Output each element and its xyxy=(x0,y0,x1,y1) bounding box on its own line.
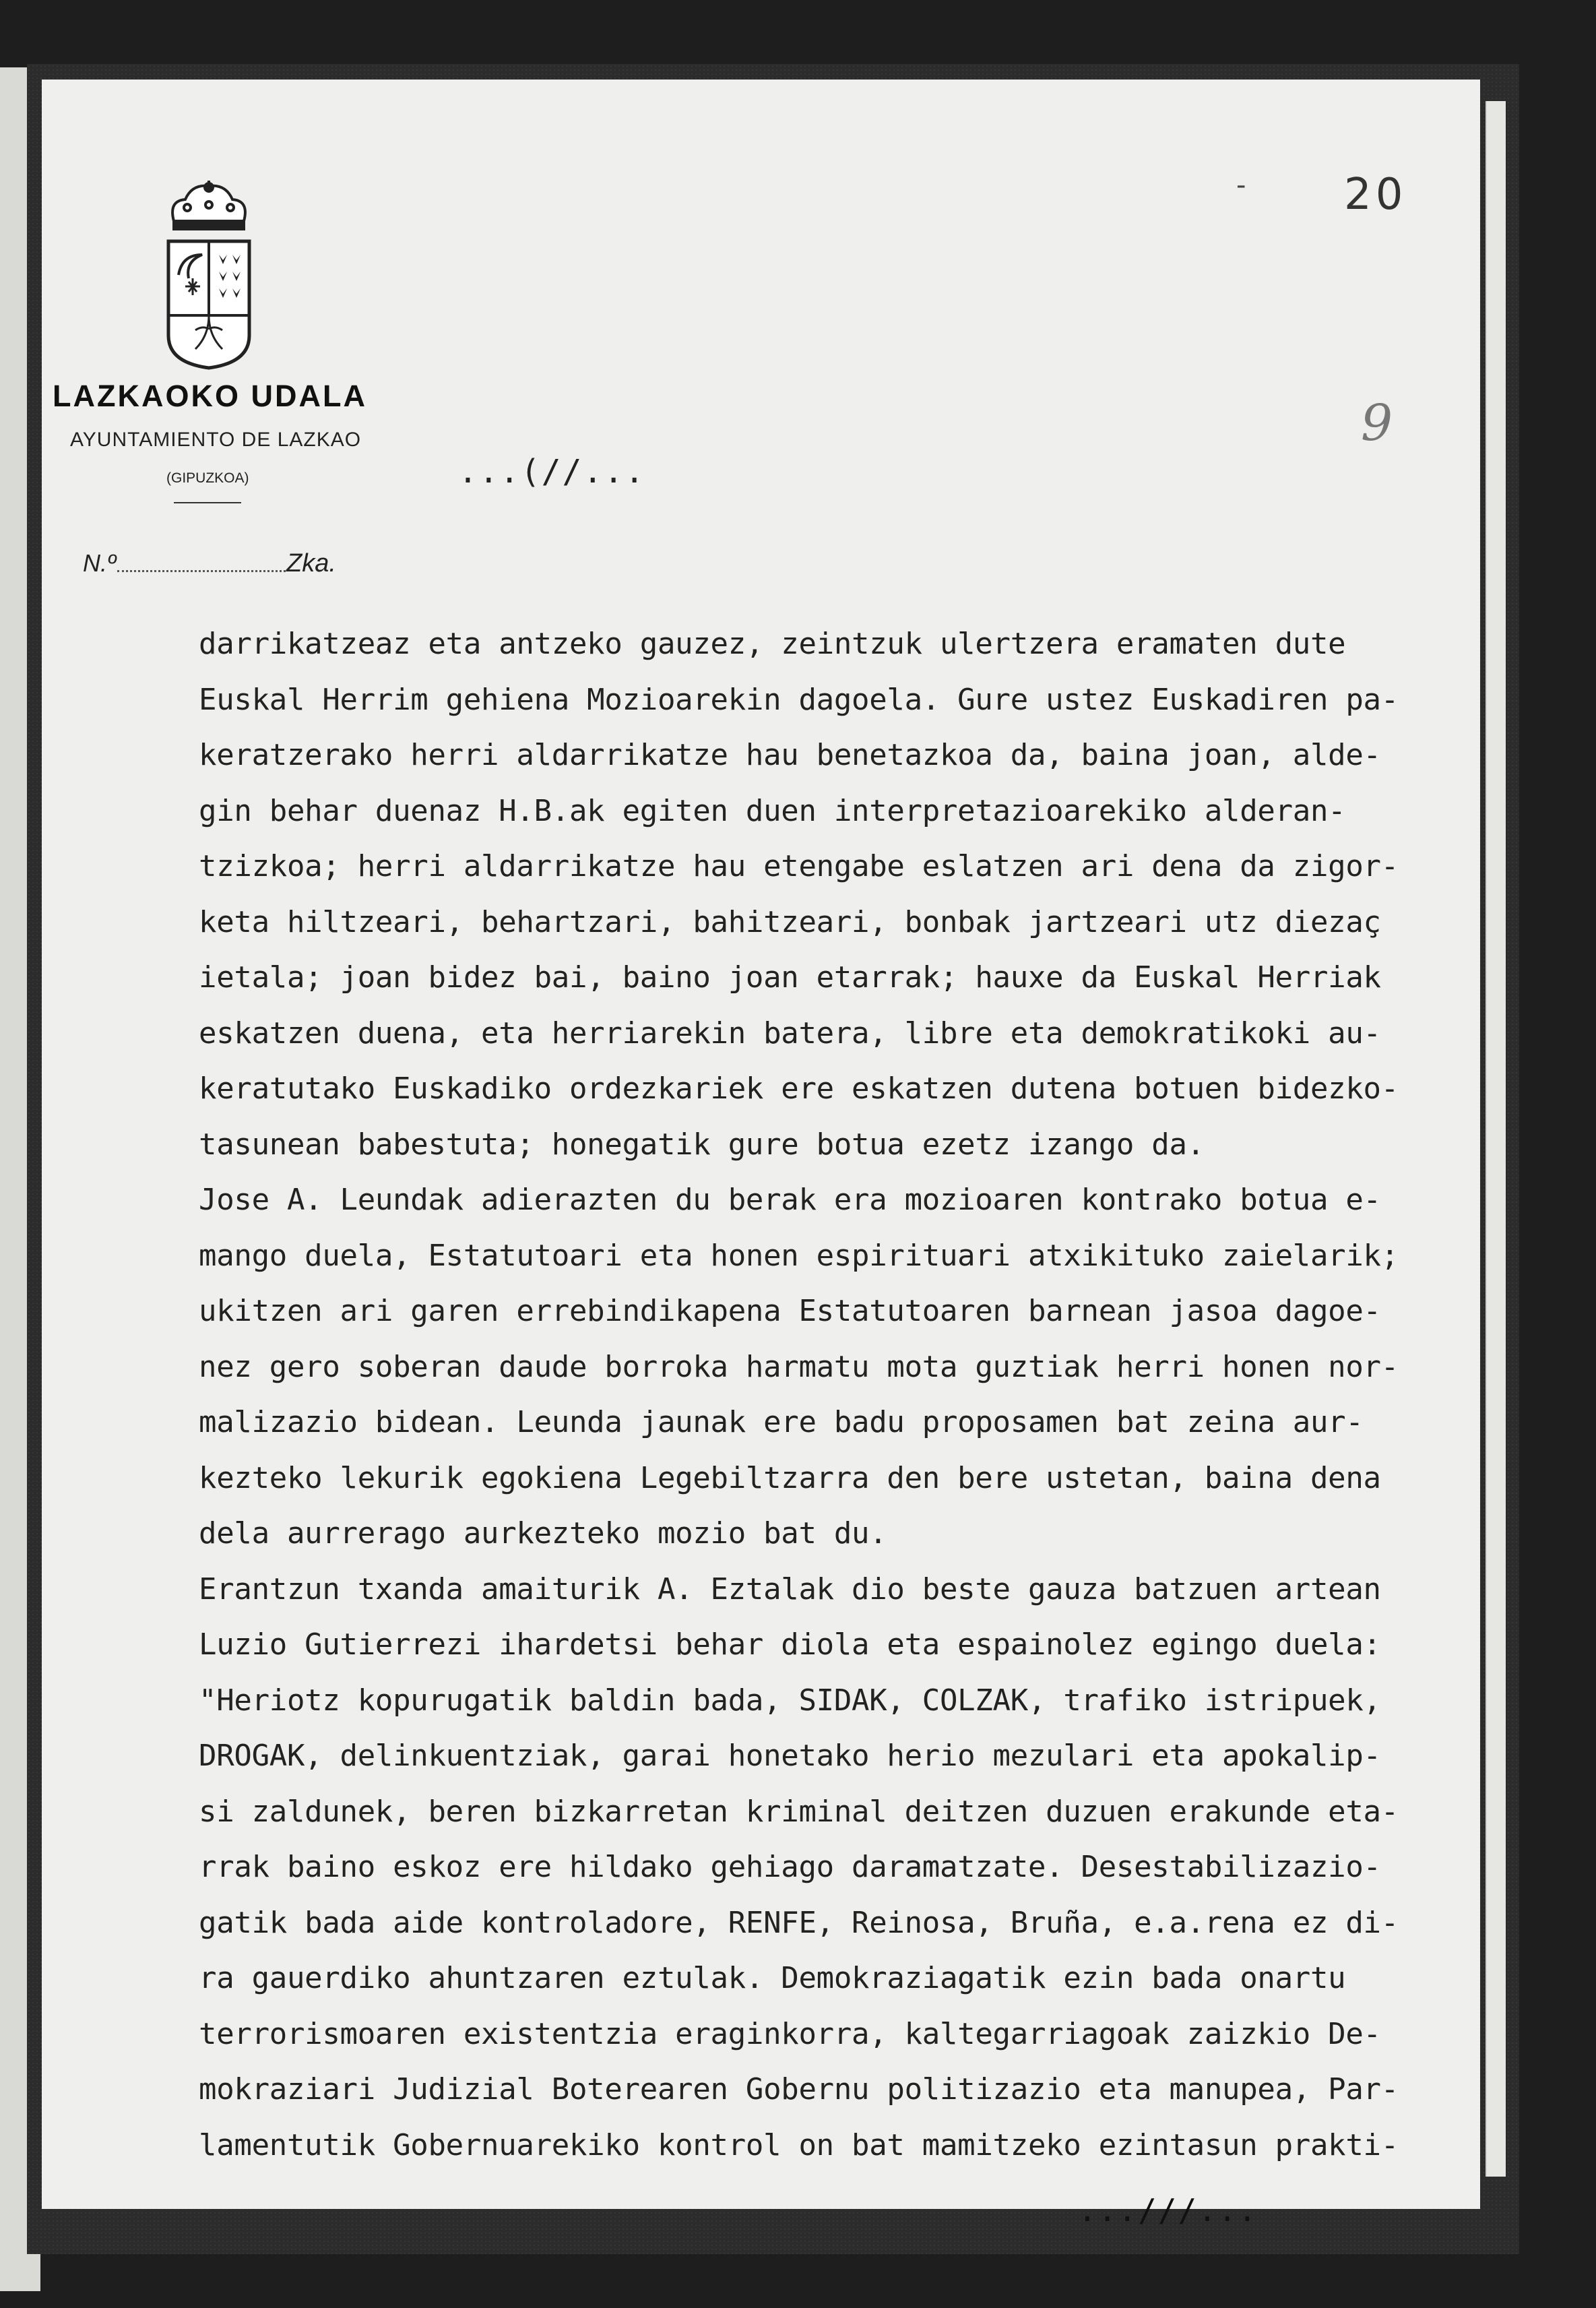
text-line: Jose A. Leundak adierazten du berak era mozioaren kontrako botua e- xyxy=(199,1183,1381,1217)
text-line: ra gauerdiko ahuntzaren eztulak. Demokraziagatik ezin bada onartu xyxy=(199,1961,1346,1995)
text-line: rrak baino eskoz ere hildako gehiago daramatzate. Desestabilizazio- xyxy=(199,1850,1381,1884)
text-line: Luzio Gutierrezi ihardetsi behar diola eta espainolez egingo duela: xyxy=(199,1627,1381,1662)
text-line: keta hiltzeari, behartzari, bahitzeari, bonbak jartzeari utz diezaç xyxy=(199,904,1381,939)
org-region: (GIPUZKOA) xyxy=(166,470,249,486)
text-line: mokraziari Judizial Boterearen Gobernu politizazio eta manupea, Par- xyxy=(199,2072,1399,2107)
continuation-mark-bottom: ...///... xyxy=(1078,2192,1258,2228)
text-line: gatik bada aide kontroladore, RENFE, Reinosa, Bruña, e.a.rena ez di- xyxy=(199,1905,1399,1940)
page-stack-edge xyxy=(1486,101,1506,2177)
org-divider xyxy=(174,502,241,503)
text-line: ietala; joan bidez bai, baino joan etarrak; hauxe da Euskal Herriak xyxy=(199,960,1381,995)
text-line: ukitzen ari garen errebindikapena Estatutoaren barnean jasoa dagoe- xyxy=(199,1294,1381,1328)
text-line: lamentutik Gobernuarekiko kontrol on bat mamitzeko ezintasun prakti- xyxy=(199,2127,1399,2162)
org-subtitle: AYUNTAMIENTO DE LAZKAO xyxy=(70,429,362,451)
text-line: tzizkoa; herri aldarrikatze hau etengabe eslatzen ari dena da zigor- xyxy=(199,849,1399,883)
text-line: nez gero soberan daude borroka harmatu mota guztiak herri honen nor- xyxy=(199,1349,1399,1384)
body-text xyxy=(199,617,1465,2173)
text-line: darrikatzeaz eta antzeko gauzez, zeintzuk ulertzera eramaten dute xyxy=(199,627,1346,661)
text-line: mango duela, Estatutoari eta honen espirituari atxikituko zaielarik; xyxy=(199,1238,1399,1273)
continuation-mark-top: ...(//... xyxy=(458,453,646,491)
coat-of-arms-icon xyxy=(155,181,263,373)
text-line: Erantzun txanda amaiturik A. Eztalak dio beste gauza batzuen artean xyxy=(199,1571,1381,1607)
text-line: malizazio bidean. Leunda jaunak ere badu proposamen bat zeina aur- xyxy=(199,1405,1364,1439)
text-line: terrorismoaren existentzia eraginkorra, kaltegarriagoak zaizkio De- xyxy=(199,2016,1381,2051)
text-line: gin behar duenaz H.B.ak egiten duen interpretazioarekiko alderan- xyxy=(199,793,1346,828)
text-line: keratzerako herri aldarrikatze hau benetazkoa da, baina joan, alde- xyxy=(199,738,1381,772)
reference-fill-line xyxy=(117,570,286,572)
text-line: kezteko lekurik egokiena Legebiltzarra den bere ustetan, baina dena xyxy=(199,1460,1381,1495)
text-line: DROGAK, delinkuentziak, garai honetako herio mezulari eta apokalip- xyxy=(199,1739,1381,1773)
org-name: LAZKAOKO UDALA xyxy=(53,379,367,413)
reference-label: N.º xyxy=(83,549,117,577)
text-line: dela aurrerago aurkezteko mozio bat du. xyxy=(199,1516,887,1551)
corner-mark: - xyxy=(1236,170,1246,201)
text-line: si zaldunek, beren bizkarretan kriminal deitzen duzuen erakunde eta- xyxy=(199,1794,1399,1829)
handwritten-mark: 9 xyxy=(1361,394,1393,452)
text-line: Euskal Herrim gehiena Mozioarekin dagoela. Gure ustez Euskadiren pa- xyxy=(199,682,1399,717)
text-line: keratutako Euskadiko ordezkariek ere eskatzen dutena botuen bidezko- xyxy=(199,1071,1399,1106)
reference-suffix: Zka. xyxy=(286,549,336,578)
page-number: 20 xyxy=(1344,170,1407,220)
text-line: eskatzen duena, eta herriarekin batera, libre eta demokratikoki au- xyxy=(199,1016,1381,1051)
text-line: "Heriotz kopurugatik baldin bada, SIDAK, COLZAK, trafiko istripuek, xyxy=(199,1683,1381,1718)
text-line: tasunean babestuta; honegatik gure botua ezetz izango da. xyxy=(199,1127,1205,1162)
